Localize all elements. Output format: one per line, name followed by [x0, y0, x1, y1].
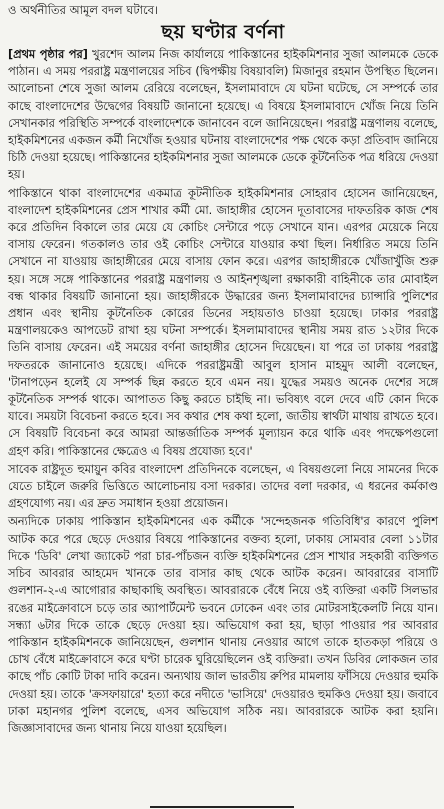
bottom-divider: [150, 806, 294, 808]
article-paragraph: সাবেক রাষ্ট্রদূত হুমায়ুন কবির বাংলাদেশ প্রতিদিনকে বলেছেন, এ বিষয়গুলো নিয়ে সামনের দিকে যেতে চাইলে জরুরি ভিত্তিতে আলোচনায় বসা দরকার। তাদের বলা দরকার, এ ধরনের কর্মকাণ্ড গ্রহণযোগ্য নয়। এর দ্রুত সমাধান হওয়া প্রয়োজন।: [8, 462, 438, 511]
article-paragraph: [8, 46, 438, 184]
newspaper-page: [0, 2, 444, 809]
article-paragraph: পাকিস্তানে থাকা বাংলাদেশের একমাত্র কূটনীতিক হাইকমিশনার সোহরাব হোসেন জানিয়েছেন, বাংলাদেশ হাইকমিশনের প্রেস শাখার কর্মী মো. জাহাঙ্গীর হোসেন দূতাবাসের দাফতরিক কাজ শেষ করে প্রতিদিন বিকালে তার মেয়ে যে কোচিং সেন্টারে পড়ে সেখানে যান। এরপর মেয়েকে নিয়ে বাসায় ফেরেন। গতকালও তার ওই কোচিং সেন্টারে যাওয়ার কথা ছিল। নির্ধারিত সময়ে তিনি সেখানে না যাওয়ায় জাহাঙ্গীরের মেয়ে বাসায় ফোন করে। এরপর জাহাঙ্গীরকে খোঁজাখুঁজি শুরু হয়। সঙ্গে সঙ্গে পাকিস্তানের পররাষ্ট্র মন্ত্রণালয় ও আইনশৃঙ্খলা রক্ষাকারী বাহিনীকে তার মোবাইল বন্ধ থাকার বিষয়টি জানানো হয়। জাহাঙ্গীরকে উদ্ধারের জন্য ইসলামাবাদের চ্যান্সারি পুলিশের প্রধান এবং স্থানীয় কূটনৈতিক কোরের ডিনের সহায়তাও চাওয়া হয়েছে। ঢাকার পররাষ্ট্র মন্ত্রণালয়কেও আপডেট রাখা হয় ঘটনা সম্পর্কে। ইসলামাবাদের স্থানীয় সময় রাত ১২টার দিকে তিনি বাসায় ফেরেন। এই সময়ের বর্ণনা জাহাঙ্গীর হোসেন দিয়েছেন। যা পরে তা ঢাকায় পররাষ্ট্র দফতরকে জানানোও হয়েছে। এদিকে পররাষ্ট্রমন্ত্রী আবুল হাসান মাহমুদ আলী বলেছেন, 'টানাপড়েন হলেই যে সম্পর্ক ছিন্ন করতে হবে এমন নয়। যুদ্ধের সময়ও অনেক দেশের সঙ্গে কূটনৈতিক সম্পর্ক থাকে। আপাতত কিছু করতে চাইছি না। ভবিষ্যৎ বলে দেবে এটি কোন দিকে যাবে। সময়টা বিবেচনা করতে হবে। সব কথার শেষ কথা হলো, জাতীয় স্বার্থটা মাথায় রাখতে হবে। সে বিষয়টি বিবেচনা করে আমরা আন্তর্জাতিক সম্পর্ক মূল্যায়ন করে থাকি এবং পদক্ষেপগুলো গ্রহণ করি। পাকিস্তানের ক্ষেত্রেও এ বিষয় প্রযোজ্য হবে।': [8, 186, 439, 458]
previous-article-tail: ও অর্থনীতির আমূল বদল ঘটাবে।: [8, 3, 159, 17]
continued-from-label: [প্রথম পৃষ্ঠার পর]: [8, 48, 88, 61]
article-body: [8, 46, 438, 737]
paragraph-text: খুরশেদ আলম নিজ কার্যালয়ে পাকিস্তানের হাইকমিশনার সুজা আলমকে ডেকে পাঠান। এ সময় পররাষ্ট্র মন্ত্রণালয়ের সচিব (দ্বিপক্ষীয় বিষয়াবলি) মিজানুর রহমান উপস্থিত ছিলেন। আলোচনা শেষে সুজা আলম রেরিয়ে বলেছেন, ইসলামাবাদে যে ঘটনা ঘটেছে, সে সম্পর্কে তার কাছে বাংলাদেশের উদ্বেগের বিষয়টি জানানো হয়েছে। এ বিষয়ে ইসলামাবাদে খোঁজ নিয়ে তিনি সেখানকার পরিস্থিতি সম্পর্কে বাংলাদেশকে জানাবেন বলে জানিয়েছেন। পররাষ্ট্র মন্ত্রণালয় বলেছে, হাইকমিশনের একজন কর্মী নিখোঁজ হওয়ার ঘটনায় বাংলাদেশের পক্ষ থেকে কড়া প্রতিবাদ জানিয়ে চিঠি দেওয়া হয়েছে। পাকিস্তানের হাইকমিশনার সুজা আলমকে ডেকে কূটনৈতিক পত্র ধরিয়ে দেওয়া হয়।: [8, 48, 438, 182]
article-paragraph: অন্যদিকে ঢাকায় পাকিস্তান হাইকমিশনের এক কর্মীকে 'সন্দেহজনক গতিবিধি'র কারণে পুলিশ আটক করে পরে ছেড়ে দেওয়ার বিষয়ে পাকিস্তানের বক্তব্য হলো, ঢাকায় সোমবার বেলা ১১টার দিকে 'ডিবি' লেখা জ্যাকেট পরা চার-পাঁচজন ব্যক্তি হাইকমিশনের প্রেস শাখার সহকারী ব্যক্তিগত সচিব আবরার আহমেদ খানকে তার বাসার কাছ থেকে আটক করেন। আবরারের বাসাটি গুলশান-২-এ আগোরার কাছাকাছি অবস্থিত। আবরারকে বেঁধে নিয়ে ওই ব্যক্তিরা একটি সিলভার রঙের মাইক্রোবাসে চড়ে তার অ্যাপার্টমেন্ট ভবনে ঢোকেন এবং তার মোটরসাইকেলটি নিয়ে যান। সন্ধ্যা ৬টার দিকে তাকে ছেড়ে দেওয়া হয়। অভিযোগ করা হয়, ছাড়া পাওয়ার পর আবরার পাকিস্তান হাইকমিশনকে জানিয়েছেন, গুলশান থানায় নেওয়ার আগে তাকে হাতকড়া পরিয়ে ও চোখ বেঁধে মাইক্রোবাসে করে ঘণ্টা চারেক ঘুরিয়েছিলেন ওই ব্যক্তিরা। তখন ডিবির লোকজন তার কাছে পাঁচ কোটি টাকা দাবি করেন। অন্যথায় জাল ভারতীয় রুপির মামলায় ফাঁসিয়ে দেওয়ার হুমকি দেওয়া হয়। তাকে 'ক্রসফায়ারে' হত্যা করে নদীতে 'ভাসিয়ে' দেওয়ারও হুমকিও দেওয়া হয়। জবাবে ঢাকা মহানগর পুলিশ বলেছে, এসব অভিযোগ সঠিক নয়। আবরারকে আটক করা হয়নি। জিজ্ঞাসাবাদের জন্য থানায় নিয়ে যাওয়া হয়েছিল।: [8, 515, 438, 735]
article-headline: ছয় ঘণ্টার বর্ণনা: [161, 21, 285, 43]
